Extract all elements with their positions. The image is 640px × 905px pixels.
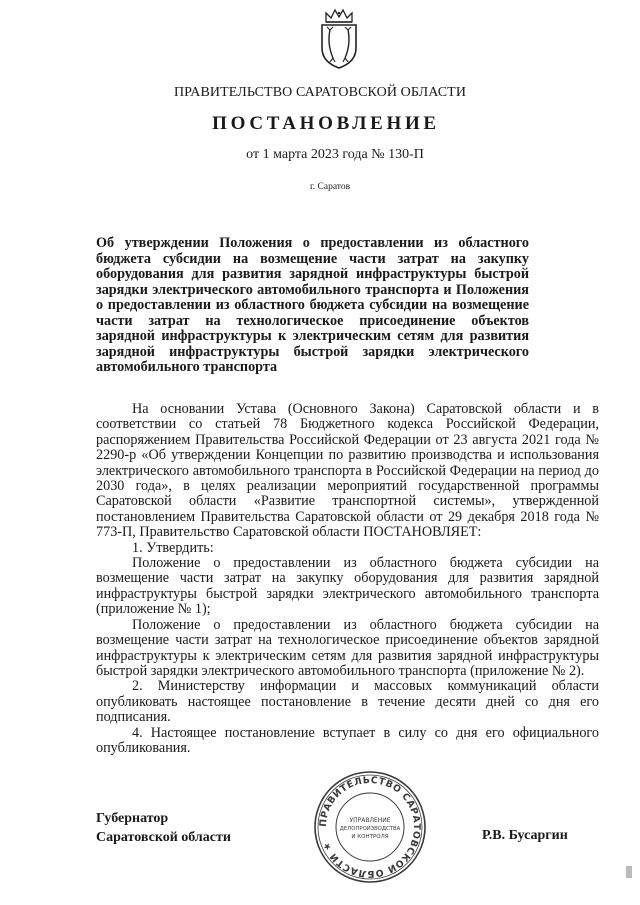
document-title: Об утверждении Положения о предоставлении из областного бюджета субсидии на возмещение части затрат на закупку оборудования для развития зарядной инфраструктуры быстрой зарядки электрического автомобильного транспорта и Положения о предоставлении из областного бюджета субсидии на возмещение части затрат на технологическое присоединение объектов зарядной инфраструктуры к электрическим сетям для развития зарядной инфраструктуры быстрой зарядки электрического автомобильного транспорта: [96, 235, 529, 375]
signatory-position-line2: Саратовской области: [96, 830, 231, 845]
decree-date-number: от 1 марта 2023 года № 130-П: [246, 147, 424, 162]
scan-edge-mark: [626, 866, 632, 878]
item-2: 2. Министерству информации и массовых коммуникаций области опубликовать настоящее постановление в течение десяти дней со дня его подписания.: [96, 678, 599, 726]
item-1-b: Положение о предоставлении из областного бюджета субсидии на возмещение части затрат на технологическое присоединение объектов зарядной инфраструктуры к электрическим сетям для развития зарядной инфраструктуры быстрой зарядки электрического автомобильного транспорта (приложение № 2).: [96, 616, 599, 679]
official-stamp: [312, 769, 428, 885]
signatory-name: Р.В. Бусаргин: [482, 828, 568, 843]
item-1: 1. Утвердить:: [132, 539, 214, 556]
stamp-ring-text: ПРАВИТЕЛЬСТВО САРАТОВСКОЙ ОБЛАСТИ ★: [317, 774, 423, 880]
stamp-center-line1: УПРАВЛЕНИЕ: [349, 817, 391, 824]
stamp-center-line2: ДЕЛОПРОИЗВОДСТВА: [339, 826, 401, 832]
government-name: ПРАВИТЕЛЬСТВО САРАТОВСКОЙ ОБЛАСТИ: [173, 85, 467, 100]
signatory-position: [96, 809, 231, 847]
signatory-position-line1: Губернатор: [96, 811, 169, 826]
stamp-center-line3: И КОНТРОЛЯ: [351, 834, 389, 840]
coat-of-arms-emblem: [316, 8, 362, 70]
document-body: [96, 402, 599, 756]
document-type: ПОСТАНОВЛЕНИЕ: [212, 113, 440, 134]
preamble-paragraph: На основании Устава (Основного Закона) Саратовской области и в соответствии со статьей 78 Бюджетного кодекса Российской Федерации, распоряжением Правительства Российской Федерации от 23 августа 2021 года № 2290-р «Об утверждении Концепции по развитию производства и использования электрического автомобильного транспорта в Российской Федерации на период до 2030 года», в целях реализации мероприятий государственной программы Саратовской области «Развитие транспортной системы», утвержденной постановлением Правительства Саратовской области от 29 декабря 2018 года № 773-П, Правительство Саратовской области ПОСТАНОВЛЯЕТ:: [96, 401, 599, 541]
city: г. Саратов: [309, 182, 351, 192]
item-1-a: Положение о предоставлении из областного бюджета субсидии на возмещение части затрат на закупку оборудования для развития зарядной инфраструктуры быстрой зарядки электрического автомобильного транспорта (приложение № 1);: [96, 555, 599, 618]
item-4: 4. Настоящее постановление вступает в силу со дня его официального опубликования.: [96, 724, 599, 756]
